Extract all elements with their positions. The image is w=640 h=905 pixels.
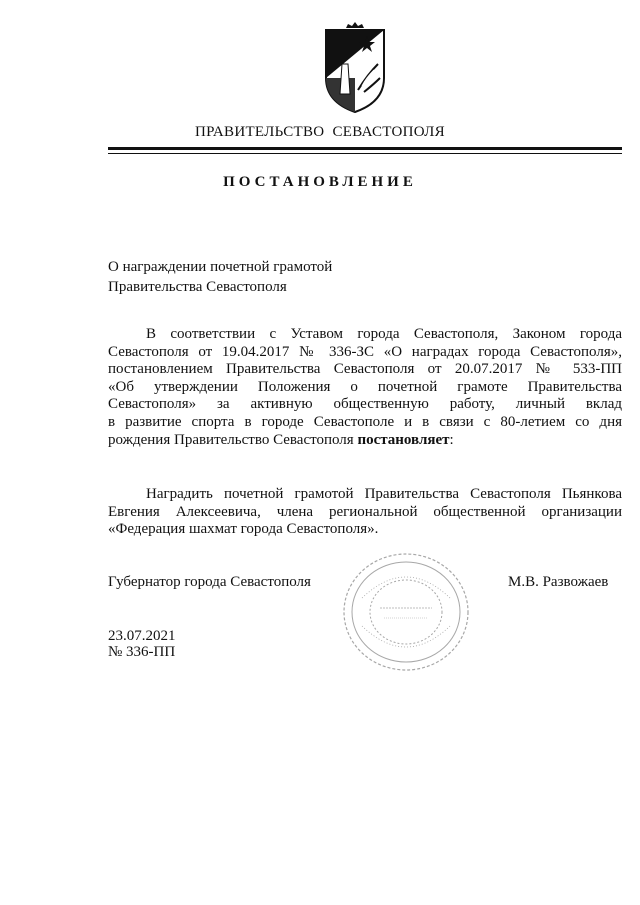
preamble-line: Севастополя» за активную общественную работу, личный вклад [108, 396, 622, 413]
subject-line-2: Правительства Севастополя [108, 279, 287, 295]
signatory-name: М.В. Развожаев [508, 574, 609, 590]
preamble-line: Севастополя от 19.04.2017 № 336-ЗС «О наградах города Севастополя», [108, 343, 622, 360]
preamble-last-text: рождения Правительство Севастополя [108, 431, 358, 448]
subject-line-1: О награждении почетной грамотой [108, 259, 333, 275]
document-subject [108, 257, 408, 297]
document-date: 23.07.2021 [108, 628, 176, 644]
preamble-last-colon: : [449, 431, 454, 448]
official-seal-stamp [340, 546, 472, 678]
document-type-title: ПОСТАНОВЛЕНИЕ [223, 174, 417, 190]
preamble-line: постановлением Правительства Севастополя от 20.07.2017 № 533-ПП [108, 361, 622, 378]
resolution-line: Наградить почетной грамотой Правительства Севастополя Пьянкова [146, 486, 622, 502]
preamble-line: «Об утверждении Положения о почетной грамоте Правительства [108, 378, 622, 395]
sevastopol-emblem-icon [322, 20, 388, 116]
header-divider-thin [108, 153, 622, 154]
resolution-line: «Федерация шахмат города Севастополя». [108, 521, 379, 538]
signatory-position: Губернатор города Севастополя [108, 574, 311, 590]
preamble-last-line [108, 432, 622, 450]
resolution-line: Евгения Алексеевича, члена региональной общественной организации [108, 503, 622, 520]
preamble-line: в развитие спорта в городе Севастополе и в связи с 80-летием со дня [108, 413, 622, 430]
resolves-keyword: постановляет [357, 431, 450, 448]
preamble-line: В соответствии с Уставом города Севастополя, Законом города [146, 326, 622, 342]
document-number: № 336-ПП [108, 644, 176, 660]
organization-title: ПРАВИТЕЛЬСТВО СЕВАСТОПОЛЯ [195, 124, 445, 140]
resolution-paragraph [108, 486, 622, 539]
header-divider-thick [108, 147, 622, 150]
preamble-paragraph [108, 326, 622, 449]
